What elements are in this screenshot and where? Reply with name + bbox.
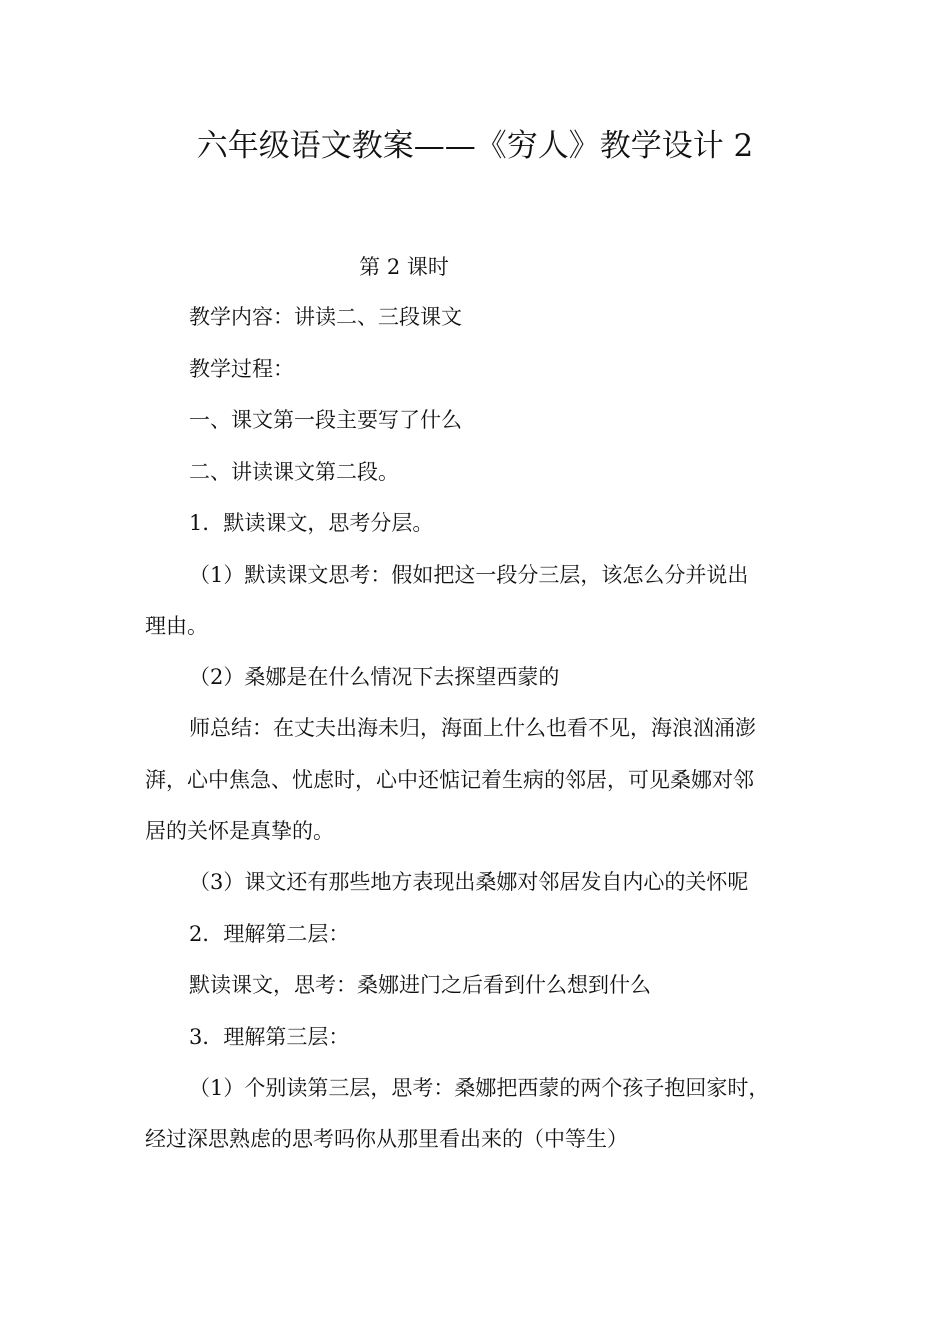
paragraph-line: 师总结：在丈夫出海未归，海面上什么也看不见，海浪汹涌澎 (189, 716, 756, 740)
paragraph-line: （2）桑娜是在什么情况下去探望西蒙的 (189, 665, 560, 689)
document-title: 六年级语文教案——《穷人》教学设计 2 (196, 128, 754, 164)
paragraph-line: 1．默读课文，思考分层。 (189, 511, 434, 535)
paragraph-line: 理由。 (145, 614, 208, 638)
paragraph-line: 2．理解第二层： (189, 922, 350, 946)
lesson-subtitle: 第 2 课时 (359, 255, 449, 279)
paragraph-line: 教学内容：讲读二、三段课文 (189, 305, 462, 329)
paragraph-line: 一、课文第一段主要写了什么 (189, 408, 462, 432)
paragraph-line: 居的关怀是真挚的。 (145, 819, 334, 843)
paragraph-line: 3．理解第三层： (189, 1025, 350, 1049)
paragraph-line: 默读课文，思考：桑娜进门之后看到什么想到什么 (189, 973, 651, 997)
paragraph-line: 经过深思熟虑的思考吗你从那里看出来的（中等生） (145, 1127, 628, 1151)
paragraph-line: 教学过程： (189, 357, 294, 381)
paragraph-line: （3）课文还有那些地方表现出桑娜对邻居发自内心的关怀呢 (189, 870, 749, 894)
paragraph-line: 湃，心中焦急、忧虑时，心中还惦记着生病的邻居，可见桑娜对邻 (145, 768, 754, 792)
paragraph-line: （1）默读课文思考：假如把这一段分三层，该怎么分并说出 (189, 563, 749, 587)
paragraph-line: （1）个别读第三层，思考：桑娜把西蒙的两个孩子抱回家时， (189, 1076, 770, 1100)
paragraph-line: 二、讲读课文第二段。 (189, 460, 399, 484)
